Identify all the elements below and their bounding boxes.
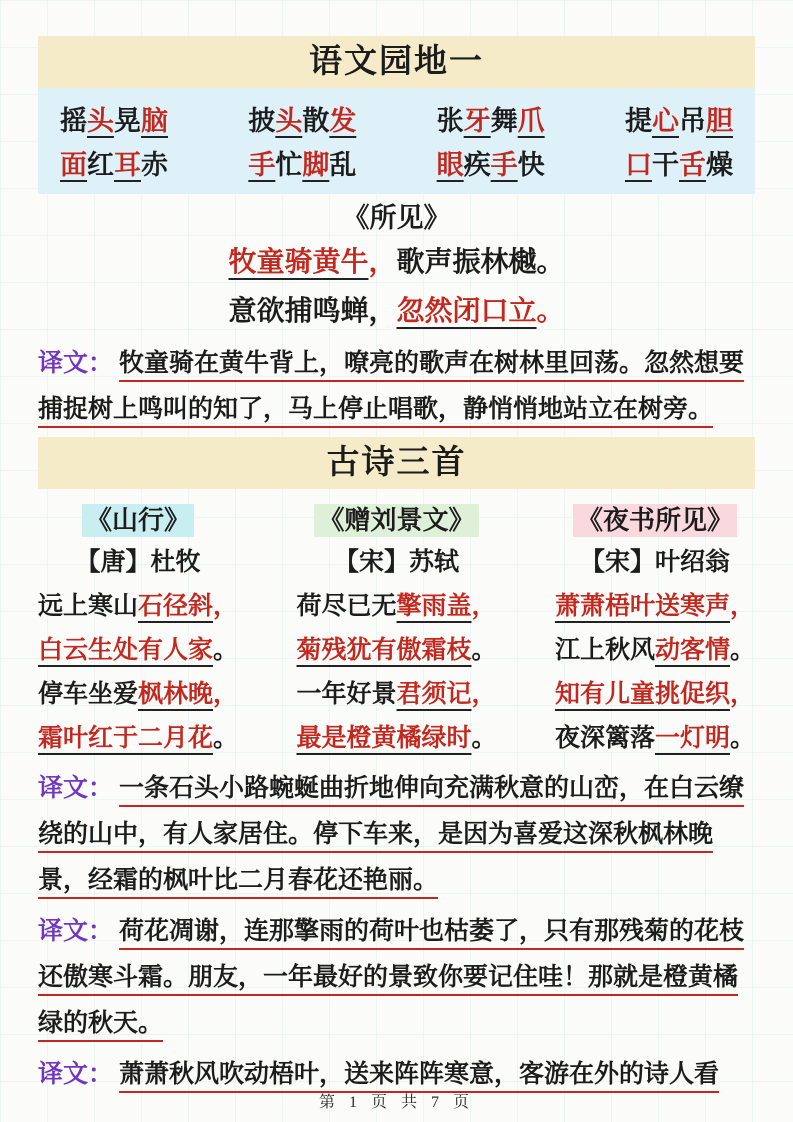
page-title: 语文园地一 xyxy=(309,44,484,80)
three-poems-row xyxy=(38,501,755,761)
poem-zengliujingwen-title: 《赠刘景文》 xyxy=(314,504,478,537)
translation-label: 译文： xyxy=(38,775,114,802)
poem-suojian-line-2: 意欲捕鸣蝉，忽然闭口立。 xyxy=(228,296,565,327)
idiom-yaotouhuangnao: 摇头晃脑 xyxy=(60,105,168,136)
poem-zengliujingwen-author: 【宋】苏轼 xyxy=(333,549,459,576)
poem-yeshusuojian-line-2: 江上秋风动客情。 xyxy=(554,637,755,664)
poem-suojian-line-1: 牧童骑黄牛，歌声振林樾。 xyxy=(228,247,565,278)
translation-text: 一条石头小路蜿蜒曲折地伸向充满秋意的山峦，在白云缭绕的山中，有人家居住。停下车来，是因为喜爱这深秋枫林晚景，经霜的枫叶比二月春花还艳丽。 xyxy=(38,775,745,894)
idiom-tixindiaodan: 提心吊胆 xyxy=(624,105,733,136)
translation-shanxing xyxy=(38,766,755,904)
poem-suojian xyxy=(38,198,755,336)
page-number: 第 1 页 共 7 页 xyxy=(318,1094,474,1111)
poem-zengliujingwen-line-3: 一年好景君须记， xyxy=(296,681,497,708)
poem-shanxing xyxy=(38,501,238,761)
idiom-mianhongerchi: 面红耳赤 xyxy=(60,149,168,180)
poem-yeshusuojian-line-1: 萧萧梧叶送寒声， xyxy=(554,593,755,620)
idiom-row-2 xyxy=(60,140,733,184)
poem-suojian-title: 《所见》 xyxy=(342,203,451,233)
idiom-kouganshezao: 口干舌燥 xyxy=(624,149,733,180)
translation-suojian xyxy=(38,341,755,433)
idiom-box xyxy=(38,88,755,194)
poem-shanxing-line-3: 停车坐爱枫林晚， xyxy=(38,681,239,708)
poem-yeshusuojian-line-3: 知有儿童挑促织， xyxy=(554,681,755,708)
idiom-row-1 xyxy=(60,96,733,140)
poem-shanxing-title: 《山行》 xyxy=(82,504,194,537)
poem-shanxing-author: 【唐】杜牧 xyxy=(75,549,201,576)
idiom-shoumangjiaoluan: 手忙脚乱 xyxy=(248,149,357,180)
section-title-banner xyxy=(38,437,755,489)
poem-shanxing-line-2: 白云生处有人家。 xyxy=(38,637,239,664)
poem-shanxing-line-1: 远上寒山石径斜， xyxy=(38,593,239,620)
page-title-banner xyxy=(38,36,755,88)
idiom-zhangyawuzhao: 张牙舞爪 xyxy=(436,105,545,136)
poem-zengliujingwen-line-1: 荷尽已无擎雨盖， xyxy=(296,593,497,620)
poem-zengliujingwen-line-4: 最是橙黄橘绿时。 xyxy=(296,725,497,752)
idiom-pitousanfa: 披头散发 xyxy=(248,105,357,136)
poem-shanxing-line-4: 霜叶红于二月花。 xyxy=(38,725,239,752)
poem-yeshusuojian xyxy=(555,501,755,761)
idiom-yanjishoukuai: 眼疾手快 xyxy=(436,149,545,180)
translation-text: 萧萧秋风吹动梧叶，送来阵阵寒意，客游在外的诗人看 xyxy=(119,1061,720,1088)
translation-text: 荷花凋谢，连那擎雨的荷叶也枯萎了，只有那残菊的花枝还傲寒斗霜。朋友，一年最好的景致你要记住哇！那就是橙黄橘绿的秋天。 xyxy=(38,918,745,1037)
translation-text: 牧童骑在黄牛背上，嘹亮的歌声在树林里回荡。忽然想要捕捉树上鸣叫的知了，马上停止唱歌，静悄悄地站立在树旁。 xyxy=(38,350,745,423)
poem-yeshusuojian-author: 【宋】叶绍翁 xyxy=(579,549,730,576)
poem-zengliujingwen xyxy=(296,501,496,761)
poem-yeshusuojian-line-4: 夜深篱落一灯明。 xyxy=(554,725,755,752)
translation-label: 译文： xyxy=(38,918,114,945)
poem-yeshusuojian-title: 《夜书所见》 xyxy=(573,504,737,537)
poem-zengliujingwen-line-2: 菊残犹有傲霜枝。 xyxy=(296,637,497,664)
translation-label: 译文： xyxy=(38,350,114,377)
translation-zengliujingwen xyxy=(38,909,755,1047)
translation-label: 译文： xyxy=(38,1061,114,1088)
section-title: 古诗三首 xyxy=(326,445,467,481)
